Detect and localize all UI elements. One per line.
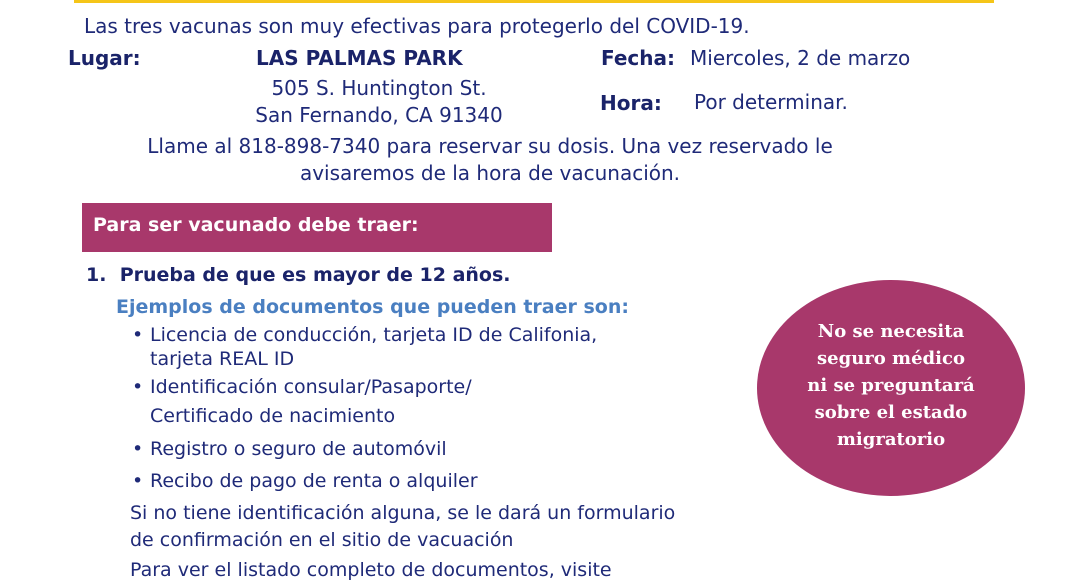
callout-line: No se necesita <box>817 321 965 342</box>
intro-text: Las tres vacunas son muy efectivas para protegerlo del COVID-19. <box>84 14 750 38</box>
callout-line: sobre el estado <box>814 402 968 423</box>
hora-label: Hora: <box>600 91 662 115</box>
list-item-continuation: Certificado de nacimiento <box>150 405 396 427</box>
callout-line: ni se preguntará <box>807 375 975 396</box>
place-name: LAS PALMAS PARK <box>256 46 463 70</box>
callout-circle <box>757 280 1025 496</box>
list-item: Licencia de conducción, tarjeta ID de Califonia, <box>150 324 598 346</box>
address-line-1: 505 S. Huntington St. <box>271 76 487 100</box>
requirement-number: 1. <box>86 264 107 286</box>
no-id-note-line-2: de confirmación en el sitio de vacuación <box>130 529 514 551</box>
list-item-continuation: tarjeta REAL ID <box>150 348 295 370</box>
callout-line: seguro médico <box>817 348 965 369</box>
requirements-banner <box>82 203 552 252</box>
reserve-line-2: avisaremos de la hora de vacunación. <box>299 161 681 185</box>
requirement-title: Prueba de que es mayor de 12 años. <box>119 264 511 286</box>
fecha-label: Fecha: <box>601 46 676 70</box>
examples-heading: Ejemplos de documentos que pueden traer son: <box>116 296 629 318</box>
fecha-value: Miercoles, 2 de marzo <box>690 46 911 70</box>
hora-value: Por determinar. <box>694 90 848 114</box>
address-line-2: San Fernando, CA 91340 <box>255 103 503 127</box>
callout-text <box>757 318 1025 453</box>
no-id-note-line-1: Si no tiene identificación alguna, se le dará un formulario <box>130 502 676 524</box>
list-item: Registro o seguro de automóvil <box>150 438 447 460</box>
bullet-icon: • <box>132 438 144 460</box>
bullet-icon: • <box>132 470 144 492</box>
list-item: Identificación consular/Pasaporte/ <box>150 376 472 398</box>
banner-label: Para ser vacunado debe traer: <box>93 214 419 236</box>
bullet-icon: • <box>132 324 144 346</box>
callout-line: migratorio <box>836 429 946 450</box>
top-yellow-rule <box>74 0 994 3</box>
bullet-icon: • <box>132 376 144 398</box>
requirement-1 <box>86 264 511 286</box>
lugar-label: Lugar: <box>68 46 141 70</box>
list-item: Recibo de pago de renta o alquiler <box>150 470 478 492</box>
document-list-line-cut: Para ver el listado completo de documentos, visite <box>130 559 612 581</box>
reserve-line-1: Llame al 818-898-7340 para reservar su dosis. Una vez reservado le <box>147 134 833 158</box>
